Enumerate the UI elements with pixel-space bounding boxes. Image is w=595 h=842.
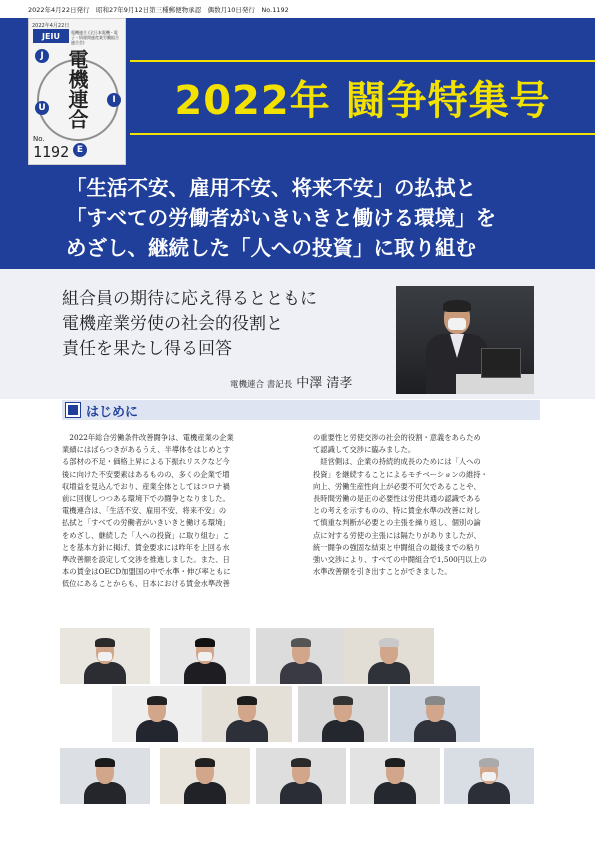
participant-tile [160, 628, 250, 684]
participant-body [322, 720, 364, 742]
participant-hair [379, 638, 399, 647]
body-column-right [313, 432, 543, 578]
body-line: 経営側は、企業の持続的成長のためには「人への [313, 457, 481, 467]
laptop [481, 348, 521, 378]
participant-body [374, 782, 416, 804]
body-line: 強い交渉により、すべての中闘組合で1,500円以上の [313, 555, 487, 565]
page-title: 2022年 闘争特集号 [174, 77, 551, 124]
cover-thumbnail [28, 18, 126, 165]
participant-tile [344, 628, 434, 684]
speaker-hair [443, 300, 471, 312]
cover-letter-u: U [35, 101, 49, 115]
body-line: る部材の不足・価格上昇による下振れリスクなど今 [62, 457, 230, 467]
participant-body [414, 720, 456, 742]
jeiu-logo: JEIU [33, 29, 69, 43]
participant-hair [291, 758, 311, 767]
section-marker-icon [66, 403, 80, 417]
body-line: 長時間労働の是正の必要性は労使共通の認識である [313, 494, 481, 504]
participant-body [84, 662, 126, 684]
section-heading-text: はじめに [86, 405, 139, 420]
cover-letter-i: I [107, 93, 121, 107]
subheadline-line: 「すべての労働者がいきいきと働ける環境」を [66, 206, 497, 230]
online-meeting-photo-grid [60, 628, 540, 828]
issue-info-line: 2022年4月22日発行 昭和27年9月12日第三種郵便物承認 偶数月10日発行 No.1192 [28, 6, 289, 14]
body-line: との考えを示すものの、特に賃金水準の改善に対し [313, 506, 481, 516]
participant-tile [298, 686, 388, 742]
body-line: 電機連合は、「生活不安、雇用不安、将来不安」の [62, 506, 227, 516]
lead-title-line: 責任を果たし得る回答 [62, 339, 232, 359]
banner-rule-bottom [130, 133, 595, 135]
speaker-photo [396, 286, 534, 394]
cover-date: 2022年4月22日 [32, 23, 70, 29]
participant-tile [160, 748, 250, 804]
participant-hair [147, 696, 167, 705]
body-line: 水準改善額を引き出すことができました。 [313, 567, 452, 577]
participant-body [84, 782, 126, 804]
participant-body [136, 720, 178, 742]
body-line: 点に対する労使の主張には隔たりがありましたが、 [313, 530, 481, 540]
participant-tile [350, 748, 440, 804]
body-line: をめざし、継続した「人への投資」に取り組む」こ [62, 530, 230, 540]
participant-hair [195, 638, 215, 647]
byline-name: 中澤 清孝 [296, 376, 353, 391]
participant-tile [256, 748, 346, 804]
participant-hair [95, 638, 115, 647]
body-line: て慎重な判断が必要との主張を繰り返し、個別の論 [313, 518, 481, 528]
participant-tile [202, 686, 292, 742]
participant-body [368, 662, 410, 684]
participant-hair [333, 696, 353, 705]
cover-letter-e: E [73, 143, 87, 157]
speaker-mask [448, 318, 466, 330]
cover-org-subtitle: 電機連合 (全日本電機・電子・情報関連産業労働組合連合会) [71, 30, 119, 45]
body-line: 準改善額を設定して交渉を推進しました。また、日 [62, 555, 230, 565]
subheadline-line: 「生活不安、雇用不安、将来不安」の払拭と [66, 176, 476, 200]
body-line: 低位にあることからも、日本における賃金水準改善 [62, 579, 230, 589]
participant-tile [444, 748, 534, 804]
byline-org: 電機連合 書記長 [230, 380, 293, 390]
body-line: て認識して交渉に臨みました。 [313, 445, 416, 455]
participant-body [226, 720, 268, 742]
participant-body [280, 662, 322, 684]
body-line: 向上、労働生産性向上が必要不可欠であることや、 [313, 481, 481, 491]
participant-mask [482, 772, 496, 781]
participant-tile [256, 628, 346, 684]
participant-body [184, 662, 226, 684]
section-heading [62, 400, 540, 420]
body-line: 後に向けた不安要素はあるものの、多くの企業で増 [62, 469, 230, 479]
banner-rule-top [130, 60, 595, 62]
participant-tile [112, 686, 202, 742]
participant-body [468, 782, 510, 804]
participant-hair [195, 758, 215, 767]
participant-body [184, 782, 226, 804]
body-line: 統一闘争の強固な結束と中闘組合の最後までの粘り [313, 542, 481, 552]
body-line: 収増益を見込んでおり、産業全体としてはコロナ禍 [62, 481, 230, 491]
cover-no-label: No. [33, 135, 45, 143]
participant-hair [385, 758, 405, 767]
subheadline-line: めざし、継続した「人への投資」に取り組む [66, 236, 476, 260]
participant-mask [198, 652, 212, 661]
body-line: 前に回復しつつある環境下での闘争となりました。 [62, 494, 230, 504]
participant-body [280, 782, 322, 804]
body-line: の重要性と労使交渉の社会的役割・意義をあらため [313, 433, 481, 442]
cover-letter-j: J [35, 49, 49, 63]
participant-hair [237, 696, 257, 705]
body-line: 本の賃金はOECD加盟国の中で水準・伸び率ともに [62, 567, 231, 577]
participant-hair [95, 758, 115, 767]
subheadline-block [0, 165, 595, 269]
cover-issue-number: 1192 [33, 143, 70, 161]
lead-title-line: 組合員の期待に応え得るとともに [62, 289, 317, 309]
participant-hair [479, 758, 499, 767]
body-line: 払拭と「すべての労働者がいきいきと働ける環境」 [62, 518, 230, 528]
body-column-left [62, 432, 300, 591]
participant-tile [390, 686, 480, 742]
cover-title: 電機連合 [65, 49, 89, 129]
lead-title [62, 287, 317, 362]
body-line: 投資」を継続することによるモチベーションの維持・ [313, 469, 488, 479]
body-line: 業績にはばらつきがあるうえ、半導体をはじめとす [62, 445, 231, 455]
lead-title-line: 電機産業労使の社会的役割と [62, 314, 283, 334]
byline [230, 372, 352, 391]
body-line: 2022年総合労働条件改善闘争は、電機産業の企業 [62, 433, 234, 442]
participant-mask [98, 652, 112, 661]
participant-hair [425, 696, 445, 705]
body-line: とを基本方針に掲げ、賃金要求には昨年を上回る水 [62, 542, 230, 552]
participant-tile [60, 748, 150, 804]
participant-hair [291, 638, 311, 647]
participant-tile [60, 628, 150, 684]
